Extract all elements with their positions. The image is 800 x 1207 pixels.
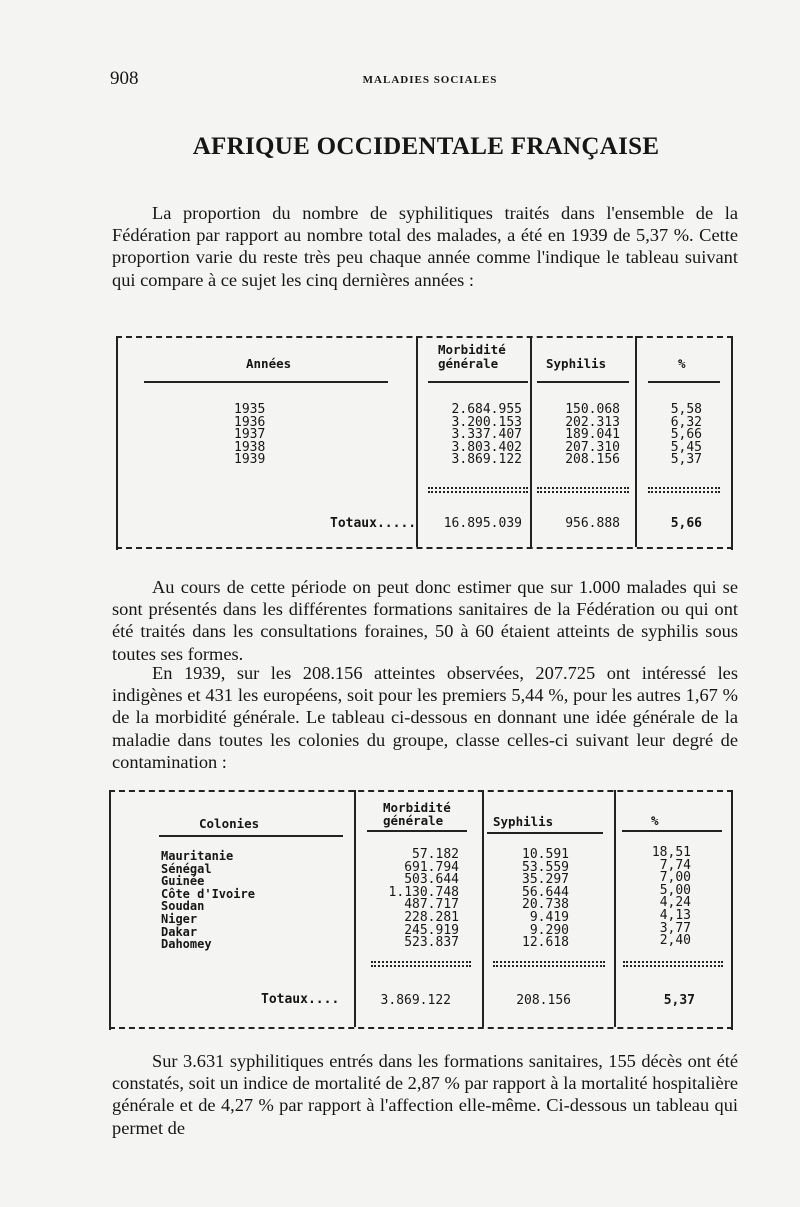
total-morbidity: 16.895.039 [443, 516, 522, 531]
table-colonies-header-rule-2 [367, 830, 467, 832]
colonies-total-morbidity: 3.869.122 [380, 993, 451, 1008]
table-colonies [109, 790, 733, 1030]
header-morbidity-line1: Morbidité [438, 342, 506, 357]
table-years-divider-1 [416, 336, 418, 547]
table-years-header-rule-3 [537, 381, 629, 383]
paragraph-intro-text: La proportion du nombre de syphilitiques traités dans l'ensemble de la Fédération par rapport au nombre total des malades, a été en 1939 de 5,37 %. Cette proportion varie du reste très peu chaque année comme l'indique le tableau suivant qui compare à ce sujet les cinq dernières années : [112, 203, 738, 290]
page-header [110, 68, 750, 94]
table-colonies-sum-rule-3 [623, 961, 723, 967]
column-colonies-syphilis: 10.591 53.559 35.297 56.644 20.738 9.419 9.290 12.618 [522, 847, 569, 951]
totals-label: Totaux..... [330, 516, 417, 531]
header-years: Années [246, 356, 292, 371]
table-years-sum-rule-2 [537, 487, 629, 493]
table-colonies-header-rule-1 [159, 835, 343, 837]
table-colonies-sum-rule-2 [493, 961, 605, 967]
header-colonies-syphilis: Syphilis [493, 814, 554, 829]
column-colonies-morbidity: 57.182 691.794 503.644 1.130.748 487.717 228.281 245.919 523.837 [388, 847, 459, 951]
table-years-divider-2 [530, 336, 532, 547]
paragraph-period-text: Au cours de cette période on peut donc estimer que sur 1.000 malades qui se sont présentés dans les différentes formations sanitaires de la Fédération ou qui ont été traités dans les consultations foraines, 50 à 60 étaient atteints de syphilis sous toutes ses formes. [112, 577, 738, 664]
header-colonies-percent: % [651, 813, 659, 828]
table-years-sum-rule-1 [428, 487, 528, 493]
header-colonies: Colonies [199, 816, 260, 831]
paragraph-intro [112, 202, 738, 291]
table-years-divider-3 [635, 336, 637, 547]
table-years-header-rule-2 [428, 381, 528, 383]
table-years-top-border [116, 336, 733, 338]
header-percent: % [678, 356, 686, 371]
table-years-header-rule-1 [144, 381, 388, 383]
page-number: 908 [110, 68, 139, 89]
table-years-right-border [731, 336, 733, 550]
table-years-left-border [116, 336, 118, 550]
paragraph-mortality-text: Sur 3.631 syphilitiques entrés dans les formations sanitaires, 155 décès ont été constatés, soit un indice de mortalité de 2,87 % par rapport à la mortalité hospitalière générale et de 4,27 % par rapport à l'affection elle-même. Ci-dessous un tableau qui permet de [112, 1051, 738, 1138]
colonies-total-syphilis: 208.156 [516, 993, 571, 1008]
table-colonies-header-rule-3 [487, 832, 603, 834]
total-percent: 5,66 [670, 516, 702, 531]
colonies-total-percent: 5,37 [663, 993, 695, 1008]
column-colonies: Mauritanie Sénégal Guinée Côte d'Ivoire Soudan Niger Dakar Dahomey [161, 849, 255, 952]
header-morbidity-line2: générale [438, 356, 499, 371]
table-colonies-left-border [109, 790, 111, 1030]
table-colonies-divider-3 [614, 790, 616, 1027]
table-colonies-bottom-border [109, 1027, 733, 1029]
paragraph-period [112, 576, 738, 665]
column-percent: 5,58 6,32 5,66 5,45 5,37 [670, 402, 702, 468]
table-colonies-top-border [109, 790, 733, 792]
total-syphilis: 956.888 [565, 516, 620, 531]
column-colonies-percent: 18,51 7,74 7,00 5,00 4,24 4,13 3,77 2,40 [651, 845, 691, 949]
section-title: AFRIQUE OCCIDENTALE FRANÇAISE [192, 133, 660, 160]
column-syphilis: 150.068 202.313 189.041 207.310 208.156 [565, 402, 620, 468]
table-years [116, 336, 733, 550]
table-colonies-header-rule-4 [622, 830, 722, 832]
column-morbidity: 2.684.955 3.200.153 3.337.407 3.803.402 3.869.122 [451, 402, 522, 468]
column-years: 1935 1936 1937 1938 1939 [234, 402, 266, 468]
paragraph-1939 [112, 662, 738, 773]
table-colonies-divider-1 [354, 790, 356, 1027]
running-title: MALADIES SOCIALES [362, 74, 498, 86]
table-years-bottom-border [116, 547, 733, 549]
table-years-sum-rule-3 [648, 487, 720, 493]
paragraph-1939-text: En 1939, sur les 208.156 atteintes observées, 207.725 ont intéressé les indigènes et 431 les européens, soit pour les premiers 5,44 %, pour les autres 1,67 % de la morbidité générale. Le tableau ci-dessous en donnant une idée générale de la maladie dans toutes les colonies du groupe, classe celles-ci suivant leur degré de contamination : [112, 663, 738, 772]
header-colonies-morbidity-line2: générale [383, 813, 444, 828]
table-colonies-sum-rule-1 [371, 961, 471, 967]
table-colonies-divider-2 [482, 790, 484, 1027]
table-colonies-right-border [731, 790, 733, 1030]
header-syphilis: Syphilis [546, 356, 607, 371]
colonies-totals-label: Totaux.... [261, 992, 340, 1007]
header-colonies-morbidity-line1: Morbidité [383, 800, 451, 815]
table-years-header-rule-4 [648, 381, 720, 383]
paragraph-mortality [112, 1050, 738, 1139]
